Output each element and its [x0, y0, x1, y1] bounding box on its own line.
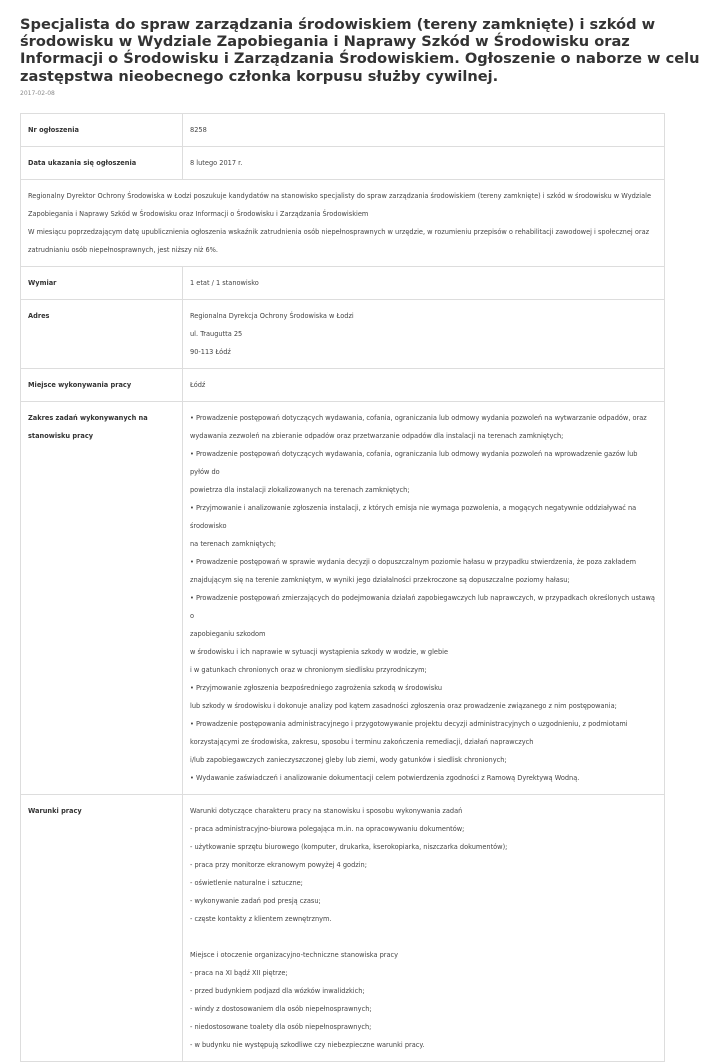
row-label: Miejsce wykonywania pracy — [21, 368, 183, 401]
intro-line: zatrudnianiu osób niepełnosprawnych, jest niższy niż 6%. — [28, 245, 219, 254]
duty-line: powietrza dla instalacji zlokalizowanych na terenach zamkniętych; — [190, 485, 410, 494]
row-label: Data ukazania się ogłoszenia — [21, 146, 183, 179]
row-value: 8 lutego 2017 r. — [183, 146, 665, 179]
duty-line: • Prowadzenie postępowania administracyjnego i przygotowywanie projektu decyzji administracyjnych o uzgodnieniu, z podmiotami — [190, 719, 628, 728]
row-label: Wymiar — [21, 266, 183, 299]
duty-line: • Przyjmowanie i analizowanie zgłoszenia instalacji, z których emisja nie wymaga pozwolenia, a mogących negatywnie oddziaływać na środowisko — [190, 503, 637, 530]
condition-line: Miejsce i otoczenie organizacyjno-techniczne stanowiska pracy — [190, 950, 399, 959]
page-title: Specjalista do spraw zarządzania środowiskiem (tereny zamknięte) i szkód w środowisku w Wydziale Zapobiegania i Naprawy Szkód w Środowisku oraz Informacji o Środowisku i Zarządzania Środowiskiem. Ogłoszenie o naborze w celu zastępstwa nieobecnego członka korpusu służby cywilnej. — [20, 16, 700, 85]
publish-date: 2017-02-08 — [20, 89, 55, 97]
announcement-table — [20, 113, 665, 1062]
row-label: Nr ogłoszenia — [21, 113, 183, 146]
duty-line: na terenach zamkniętych; — [190, 539, 277, 548]
duty-line: • Prowadzenie postępowań dotyczących wydawania, cofania, ograniczania lub odmowy wydania pozwoleń na wytwarzanie odpadów, oraz — [190, 413, 647, 422]
intro-line: Regionalny Dyrektor Ochrony Środowiska w Łodzi poszukuje kandydatów na stanowisko specjalisty do spraw zarządzania środowiskiem (tereny zamknięte) i szkód w środowisku w Wydziale — [28, 191, 652, 200]
conditions-list — [183, 794, 665, 1061]
duty-line: zapobieganiu szkodom — [190, 629, 266, 638]
duty-line: znajdującym się na terenie zamkniętym, w wyniki jego działalności przekroczone są dopuszczalne poziomy hałasu; — [190, 575, 570, 584]
address-line: ul. Traugutta 25 — [190, 329, 243, 338]
intro-line: Zapobiegania i Naprawy Szkód w Środowisku oraz Informacji o Środowisku i Zarządzania Środowiskiem — [28, 209, 369, 218]
condition-line: - praca na XI bądź XII piętrze; — [190, 968, 288, 977]
row-value: 8258 — [183, 113, 665, 146]
intro-line: W miesiącu poprzedzającym datę upublicznienia ogłoszenia wskaźnik zatrudnienia osób niepełnosprawnych w urzędzie, w rozumieniu przepisów o rehabilitacji zawodowej i społecznej oraz — [28, 227, 650, 236]
row-value: 1 etat / 1 stanowisko — [183, 266, 665, 299]
table-row-miejsce — [21, 368, 665, 401]
table-row-nr — [21, 113, 665, 146]
condition-line: - praca administracyjno-biurowa polegająca m.in. na opracowywaniu dokumentów; — [190, 824, 465, 833]
row-label: Warunki pracy — [21, 794, 183, 1061]
duty-line: wydawania zezwoleń na zbieranie odpadów oraz przetwarzanie odpadów dla instalacji na terenach zamkniętych; — [190, 431, 564, 440]
condition-line: - w budynku nie występują szkodliwe czy niebezpieczne warunki pracy. — [190, 1040, 425, 1049]
address-line: Regionalna Dyrekcja Ochrony Środowiska w Łodzi — [190, 311, 354, 320]
duty-line: • Przyjmowanie zgłoszenia bezpośredniego zagrożenia szkodą w środowisku — [190, 683, 442, 692]
duty-line: • Prowadzenie postępowań zmierzających do podejmowania działań zapobiegawczych lub naprawczych, w przypadkach określonych ustawą o — [190, 593, 655, 620]
table-row-wymiar — [21, 266, 665, 299]
row-label: Adres — [21, 299, 183, 368]
condition-line: - użytkowanie sprzętu biurowego (komputer, drukarka, kserokopiarka, niszczarka dokumentów); — [190, 842, 508, 851]
condition-line: - oświetlenie naturalne i sztuczne; — [190, 878, 303, 887]
condition-line: - praca przy monitorze ekranowym powyżej 4 godzin; — [190, 860, 367, 869]
table-row-intro — [21, 179, 665, 266]
duty-line: lub szkody w środowisku i dokonuje analizy pod kątem zasadności zgłoszenia oraz prowadzenie związanego z nim postępowania; — [190, 701, 617, 710]
table-row-data-ukazania — [21, 146, 665, 179]
condition-line: - przed budynkiem podjazd dla wózków inwalidzkich; — [190, 986, 365, 995]
duty-line: i/lub zapobiegawczych zanieczyszczonej gleby lub ziemi, wody gatunków i siedlisk chronionych; — [190, 755, 507, 764]
row-label: Zakres zadań wykonywanych na stanowisku pracy — [21, 401, 183, 794]
table-row-warunki — [21, 794, 665, 1061]
address-line: 90-113 Łódź — [190, 347, 231, 356]
duty-line: • Wydawanie zaświadczeń i analizowanie dokumentacji celem potwierdzenia zgodności z Ramową Dyrektywą Wodną. — [190, 773, 580, 782]
condition-line: - niedostosowane toalety dla osób niepełnosprawnych; — [190, 1022, 372, 1031]
condition-line: Warunki dotyczące charakteru pracy na stanowisku i sposobu wykonywania zadań — [190, 806, 463, 815]
address-value — [183, 299, 665, 368]
condition-line: - wykonywanie zadań pod presją czasu; — [190, 896, 321, 905]
table-row-zakres — [21, 401, 665, 794]
intro-text — [21, 179, 665, 266]
duties-list — [183, 401, 665, 794]
row-value: Łódź — [183, 368, 665, 401]
spacer — [190, 928, 657, 946]
table-row-adres — [21, 299, 665, 368]
duty-line: i w gatunkach chronionych oraz w chronionym siedlisku przyrodniczym; — [190, 665, 427, 674]
duty-line: w środowisku i ich naprawie w sytuacji wystąpienia szkody w wodzie, w glebie — [190, 647, 449, 656]
condition-line: - częste kontakty z klientem zewnętrznym. — [190, 914, 332, 923]
condition-line: - windy z dostosowaniem dla osób niepełnosprawnych; — [190, 1004, 372, 1013]
duty-line: • Prowadzenie postępowań dotyczących wydawania, cofania, ograniczania lub odmowy wydania pozwoleń na wprowadzenie gazów lub pyłów do — [190, 449, 638, 476]
duty-line: • Prowadzenie postępowań w sprawie wydania decyzji o dopuszczalnym poziomie hałasu w przypadku stwierdzenia, że poza zakładem — [190, 557, 637, 566]
duty-line: korzystającymi ze środowiska, zakresu, sposobu i terminu zakończenia remediacji, działań naprawczych — [190, 737, 534, 746]
